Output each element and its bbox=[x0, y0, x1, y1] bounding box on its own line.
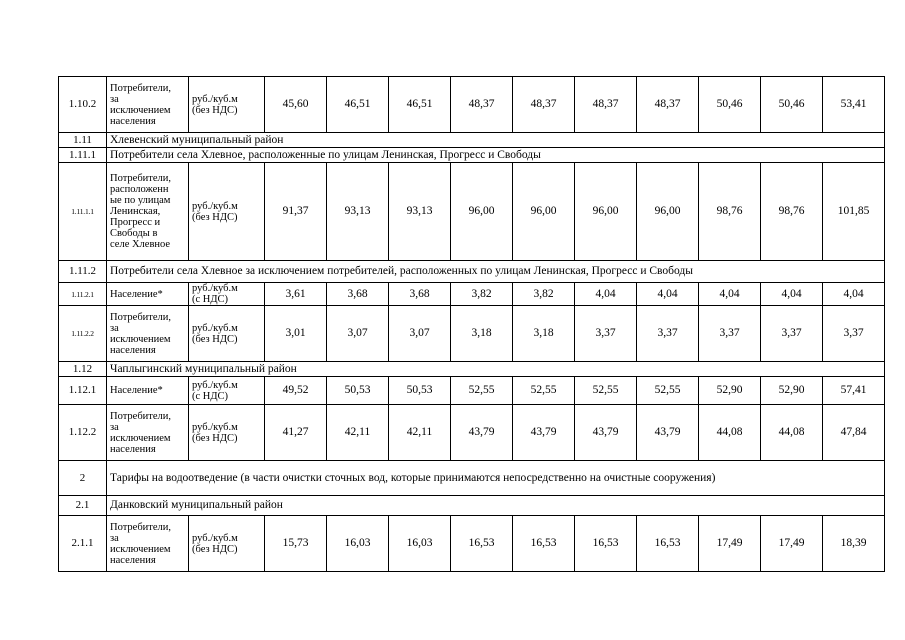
unit-line: руб./куб.м bbox=[192, 322, 238, 334]
tariff-value: 50,53 bbox=[327, 377, 389, 405]
tariff-value: 50,46 bbox=[699, 77, 761, 133]
unit-line: (без НДС) bbox=[192, 543, 238, 555]
tariff-value: 96,00 bbox=[451, 163, 513, 261]
table-row bbox=[59, 306, 885, 362]
section-title: Потребители села Хлевное за исключением потребителей, расположенных по улицам Ленинская, Прогресс и Свободы bbox=[107, 261, 885, 283]
tariff-value: 3,18 bbox=[451, 306, 513, 362]
unit-cell bbox=[189, 516, 265, 572]
consumer-line: за bbox=[110, 421, 119, 433]
consumer-line: Потребители, bbox=[110, 521, 172, 533]
tariff-value: 98,76 bbox=[699, 163, 761, 261]
unit-line: (без НДС) bbox=[192, 333, 238, 345]
tariff-value: 43,79 bbox=[575, 405, 637, 461]
consumer-line: за bbox=[110, 532, 119, 544]
consumer-line: исключением bbox=[110, 333, 171, 345]
unit-cell bbox=[189, 377, 265, 405]
unit-cell bbox=[189, 77, 265, 133]
unit-line: руб./куб.м bbox=[192, 421, 238, 433]
tariff-value: 3,68 bbox=[327, 283, 389, 306]
row-code: 1.11.2.1 bbox=[59, 283, 107, 306]
tariff-value: 48,37 bbox=[513, 77, 575, 133]
row-code: 1.12.2 bbox=[59, 405, 107, 461]
consumer-line: ые по улицам bbox=[110, 195, 171, 206]
tariff-value: 93,13 bbox=[327, 163, 389, 261]
consumer-line: населения bbox=[110, 115, 156, 127]
consumer-line: Свободы в bbox=[110, 228, 158, 239]
row-code: 2.1.1 bbox=[59, 516, 107, 572]
consumer-cell bbox=[107, 377, 189, 405]
unit-line: руб./куб.м bbox=[192, 283, 238, 294]
row-code: 1.12 bbox=[59, 362, 107, 377]
section-row bbox=[59, 261, 885, 283]
tariff-value: 48,37 bbox=[637, 77, 699, 133]
consumer-line: Население* bbox=[110, 288, 163, 300]
consumer-line: Ленинская, bbox=[110, 206, 161, 217]
consumer-line: Население* bbox=[110, 385, 163, 396]
consumer-cell bbox=[107, 306, 189, 362]
section-row bbox=[59, 461, 885, 496]
tariff-value: 3,37 bbox=[699, 306, 761, 362]
consumer-line: Потребители, bbox=[110, 311, 172, 323]
tariff-value: 3,37 bbox=[637, 306, 699, 362]
consumer-cell bbox=[107, 516, 189, 572]
tariff-value: 15,73 bbox=[265, 516, 327, 572]
tariff-table bbox=[58, 76, 885, 572]
section-title: Потребители села Хлевное, расположенные по улицам Ленинская, Прогресс и Свободы bbox=[107, 148, 885, 163]
tariff-value: 3,07 bbox=[389, 306, 451, 362]
tariff-value: 46,51 bbox=[389, 77, 451, 133]
table-row bbox=[59, 163, 885, 261]
unit-line: (без НДС) bbox=[192, 211, 238, 223]
table-row bbox=[59, 377, 885, 405]
tariff-value: 3,18 bbox=[513, 306, 575, 362]
unit-cell bbox=[189, 405, 265, 461]
tariff-value: 4,04 bbox=[699, 283, 761, 306]
consumer-line: расположенн bbox=[110, 184, 169, 195]
tariff-value: 48,37 bbox=[451, 77, 513, 133]
consumer-line: за bbox=[110, 322, 119, 334]
table-body bbox=[59, 77, 885, 572]
tariff-value: 42,11 bbox=[389, 405, 451, 461]
tariff-value: 16,53 bbox=[451, 516, 513, 572]
tariff-value: 16,03 bbox=[389, 516, 451, 572]
consumer-line: Потребители, bbox=[110, 82, 172, 94]
tariff-value: 44,08 bbox=[699, 405, 761, 461]
tariff-value: 16,53 bbox=[575, 516, 637, 572]
tariff-value: 3,82 bbox=[513, 283, 575, 306]
unit-cell bbox=[189, 283, 265, 306]
tariff-value: 16,53 bbox=[637, 516, 699, 572]
consumer-line: исключением bbox=[110, 104, 171, 116]
consumer-line: населения bbox=[110, 554, 156, 566]
tariff-value: 3,68 bbox=[389, 283, 451, 306]
consumer-cell bbox=[107, 405, 189, 461]
tariff-value: 41,27 bbox=[265, 405, 327, 461]
tariff-value: 4,04 bbox=[761, 283, 823, 306]
tariff-value: 18,39 bbox=[823, 516, 885, 572]
unit-line: руб./куб.м bbox=[192, 379, 238, 391]
tariff-value: 50,53 bbox=[389, 377, 451, 405]
tariff-value: 43,79 bbox=[513, 405, 575, 461]
tariff-value: 43,79 bbox=[637, 405, 699, 461]
tariff-value: 101,85 bbox=[823, 163, 885, 261]
tariff-value: 3,01 bbox=[265, 306, 327, 362]
tariff-value: 53,41 bbox=[823, 77, 885, 133]
consumer-line: Прогресс и bbox=[110, 217, 161, 228]
unit-line: руб./куб.м bbox=[192, 200, 238, 212]
row-code: 1.11.2.2 bbox=[59, 306, 107, 362]
table-row bbox=[59, 77, 885, 133]
tariff-value: 52,90 bbox=[699, 377, 761, 405]
tariff-value: 16,53 bbox=[513, 516, 575, 572]
row-code: 1.11.2 bbox=[59, 261, 107, 283]
tariff-value: 3,37 bbox=[575, 306, 637, 362]
tariff-value: 16,03 bbox=[327, 516, 389, 572]
tariff-value: 57,41 bbox=[823, 377, 885, 405]
tariff-value: 44,08 bbox=[761, 405, 823, 461]
row-code: 1.10.2 bbox=[59, 77, 107, 133]
consumer-line: исключением bbox=[110, 543, 171, 555]
consumer-line: селе Хлевное bbox=[110, 239, 171, 250]
tariff-value: 52,55 bbox=[513, 377, 575, 405]
unit-cell bbox=[189, 306, 265, 362]
section-title: Чаплыгинский муниципальный район bbox=[107, 362, 885, 377]
section-row bbox=[59, 133, 885, 148]
tariff-value: 52,55 bbox=[575, 377, 637, 405]
table-row bbox=[59, 516, 885, 572]
table-row bbox=[59, 405, 885, 461]
consumer-line: населения bbox=[110, 443, 156, 455]
tariff-value: 4,04 bbox=[637, 283, 699, 306]
consumer-cell bbox=[107, 163, 189, 261]
section-row bbox=[59, 148, 885, 163]
row-code: 1.11.1.1 bbox=[59, 163, 107, 261]
tariff-value: 4,04 bbox=[575, 283, 637, 306]
tariff-value: 45,60 bbox=[265, 77, 327, 133]
tariff-value: 98,76 bbox=[761, 163, 823, 261]
tariff-value: 52,55 bbox=[637, 377, 699, 405]
unit-line: (с НДС) bbox=[192, 294, 229, 305]
consumer-cell bbox=[107, 77, 189, 133]
section-row bbox=[59, 496, 885, 516]
unit-line: руб./куб.м bbox=[192, 93, 238, 105]
consumer-line: Потребители, bbox=[110, 410, 172, 422]
table-row bbox=[59, 283, 885, 306]
section-title: Данковский муниципальный район bbox=[107, 496, 885, 516]
tariff-value: 91,37 bbox=[265, 163, 327, 261]
section-title: Тарифы на водоотведение (в части очистки сточных вод, которые принимаются непосредственно на очистные сооружения) bbox=[107, 461, 885, 496]
unit-line: руб./куб.м bbox=[192, 532, 238, 544]
unit-cell bbox=[189, 163, 265, 261]
tariff-value: 17,49 bbox=[761, 516, 823, 572]
row-code: 1.12.1 bbox=[59, 377, 107, 405]
unit-line: (с НДС) bbox=[192, 390, 229, 402]
consumer-line: населения bbox=[110, 344, 156, 356]
consumer-cell bbox=[107, 283, 189, 306]
tariff-value: 43,79 bbox=[451, 405, 513, 461]
tariff-value: 52,90 bbox=[761, 377, 823, 405]
row-code: 1.11 bbox=[59, 133, 107, 148]
tariff-value: 42,11 bbox=[327, 405, 389, 461]
tariff-value: 96,00 bbox=[637, 163, 699, 261]
consumer-line: исключением bbox=[110, 432, 171, 444]
row-code: 2 bbox=[59, 461, 107, 496]
row-code: 1.11.1 bbox=[59, 148, 107, 163]
row-code: 2.1 bbox=[59, 496, 107, 516]
tariff-value: 47,84 bbox=[823, 405, 885, 461]
tariff-value: 52,55 bbox=[451, 377, 513, 405]
unit-line: (без НДС) bbox=[192, 104, 238, 116]
tariff-value: 3,82 bbox=[451, 283, 513, 306]
tariff-value: 48,37 bbox=[575, 77, 637, 133]
tariff-value: 17,49 bbox=[699, 516, 761, 572]
section-row bbox=[59, 362, 885, 377]
consumer-line: Потребители, bbox=[110, 173, 172, 184]
tariff-value: 93,13 bbox=[389, 163, 451, 261]
section-title: Хлевенский муниципальный район bbox=[107, 133, 885, 148]
tariff-value: 96,00 bbox=[513, 163, 575, 261]
tariff-value: 3,61 bbox=[265, 283, 327, 306]
tariff-value: 3,07 bbox=[327, 306, 389, 362]
unit-line: (без НДС) bbox=[192, 432, 238, 444]
tariff-value: 96,00 bbox=[575, 163, 637, 261]
tariff-value: 4,04 bbox=[823, 283, 885, 306]
tariff-value: 3,37 bbox=[761, 306, 823, 362]
tariff-value: 50,46 bbox=[761, 77, 823, 133]
tariff-value: 46,51 bbox=[327, 77, 389, 133]
tariff-value: 49,52 bbox=[265, 377, 327, 405]
consumer-line: за bbox=[110, 93, 119, 105]
tariff-value: 3,37 bbox=[823, 306, 885, 362]
